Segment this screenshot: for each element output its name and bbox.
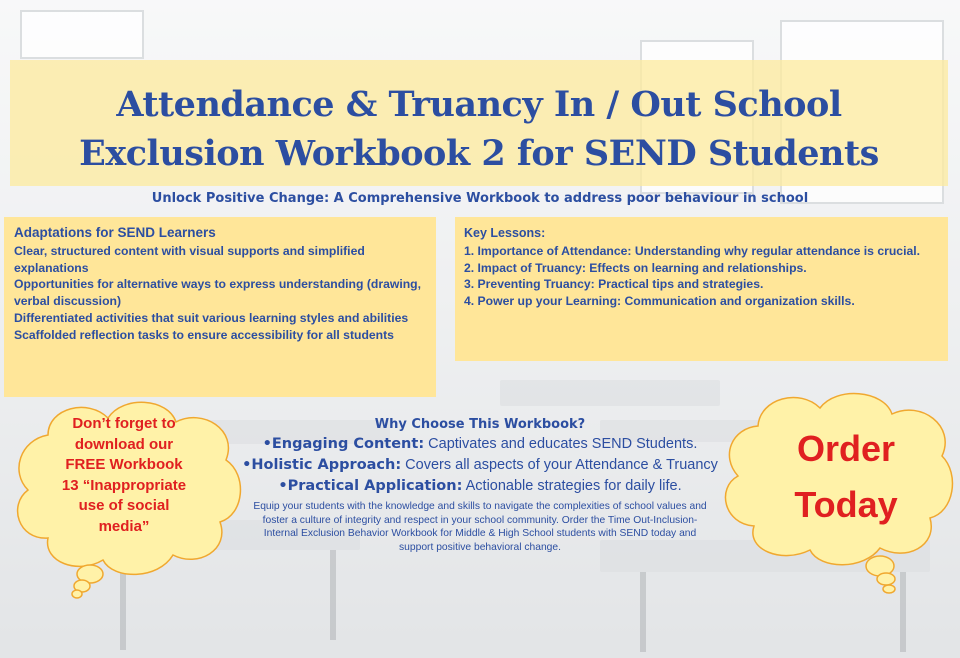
adaptations-heading: Adaptations for SEND Learners [14,225,216,240]
page-title [10,80,948,178]
key-lessons-heading: Key Lessons: [464,226,546,240]
callout-line: 13 “Inappropriate [61,476,187,494]
why-point-label: •Practical Application: [278,478,463,494]
key-lesson-item: 2. Impact of Truancy: Effects on learning and relationships. [464,260,807,275]
key-lesson-item: 3. Preventing Truancy: Practical tips and strategies. [464,277,764,292]
why-point [238,476,722,497]
key-lesson-item: 1. Importance of Attendance: Understanding why regular attendance is crucial. [464,243,921,258]
order-line: Order [796,428,896,469]
why-choose-section [238,416,722,554]
callout-line: Don’t forget to [72,415,176,432]
key-lesson-item: 4. Power up your Learning: Communication and organization skills. [464,294,855,309]
callout-line: media” [98,517,150,535]
adaptations-panel [4,217,436,397]
title-line-2: Exclusion Workbook 2 for SEND Students [79,133,879,174]
adaptations-item: Scaffolded reflection tasks to ensure accessibility for all students [14,327,394,342]
why-point-text: Captivates and educates SEND Students. [424,436,698,452]
key-lessons-panel [455,217,948,361]
why-paragraph: Equip your students with the knowledge and skills to navigate the complexities of school values and foster a culture of integrity and respect in your school community. Order the Time Out-Inclusion- Internal Exclusion Behavior Workbook for Middle & High School students with SEND today and support positive behavioral change. [253,501,707,553]
callout-line: use of social [78,497,170,514]
free-workbook-callout[interactable] [42,414,206,537]
callout-line: FREE Workbook [65,456,183,473]
adaptations-item: Clear, structured content with visual supports and simplified explanations [14,243,365,275]
why-point-label: •Holistic Approach: [242,457,402,473]
order-today-button[interactable] [742,421,950,533]
why-point [238,455,722,476]
why-point [238,434,722,455]
adaptations-item: Differentiated activities that suit various learning styles and abilities [14,310,409,325]
adaptations-item: Opportunities for alternative ways to express understanding (drawing, verbal discussion) [14,277,422,309]
title-line-1: Attendance & Truancy In / Out School [116,84,842,125]
why-point-text: Actionable strategies for daily life. [462,478,682,494]
order-line: Today [794,484,898,525]
callout-line: download our [74,435,174,453]
why-point-text: Covers all aspects of your Attendance & Truancy [401,457,718,473]
why-heading: Why Choose This Workbook? [374,417,586,432]
why-point-label: •Engaging Content: [262,436,425,452]
subtitle: Unlock Positive Change: A Comprehensive Workbook to address poor behaviour in school [151,191,809,206]
